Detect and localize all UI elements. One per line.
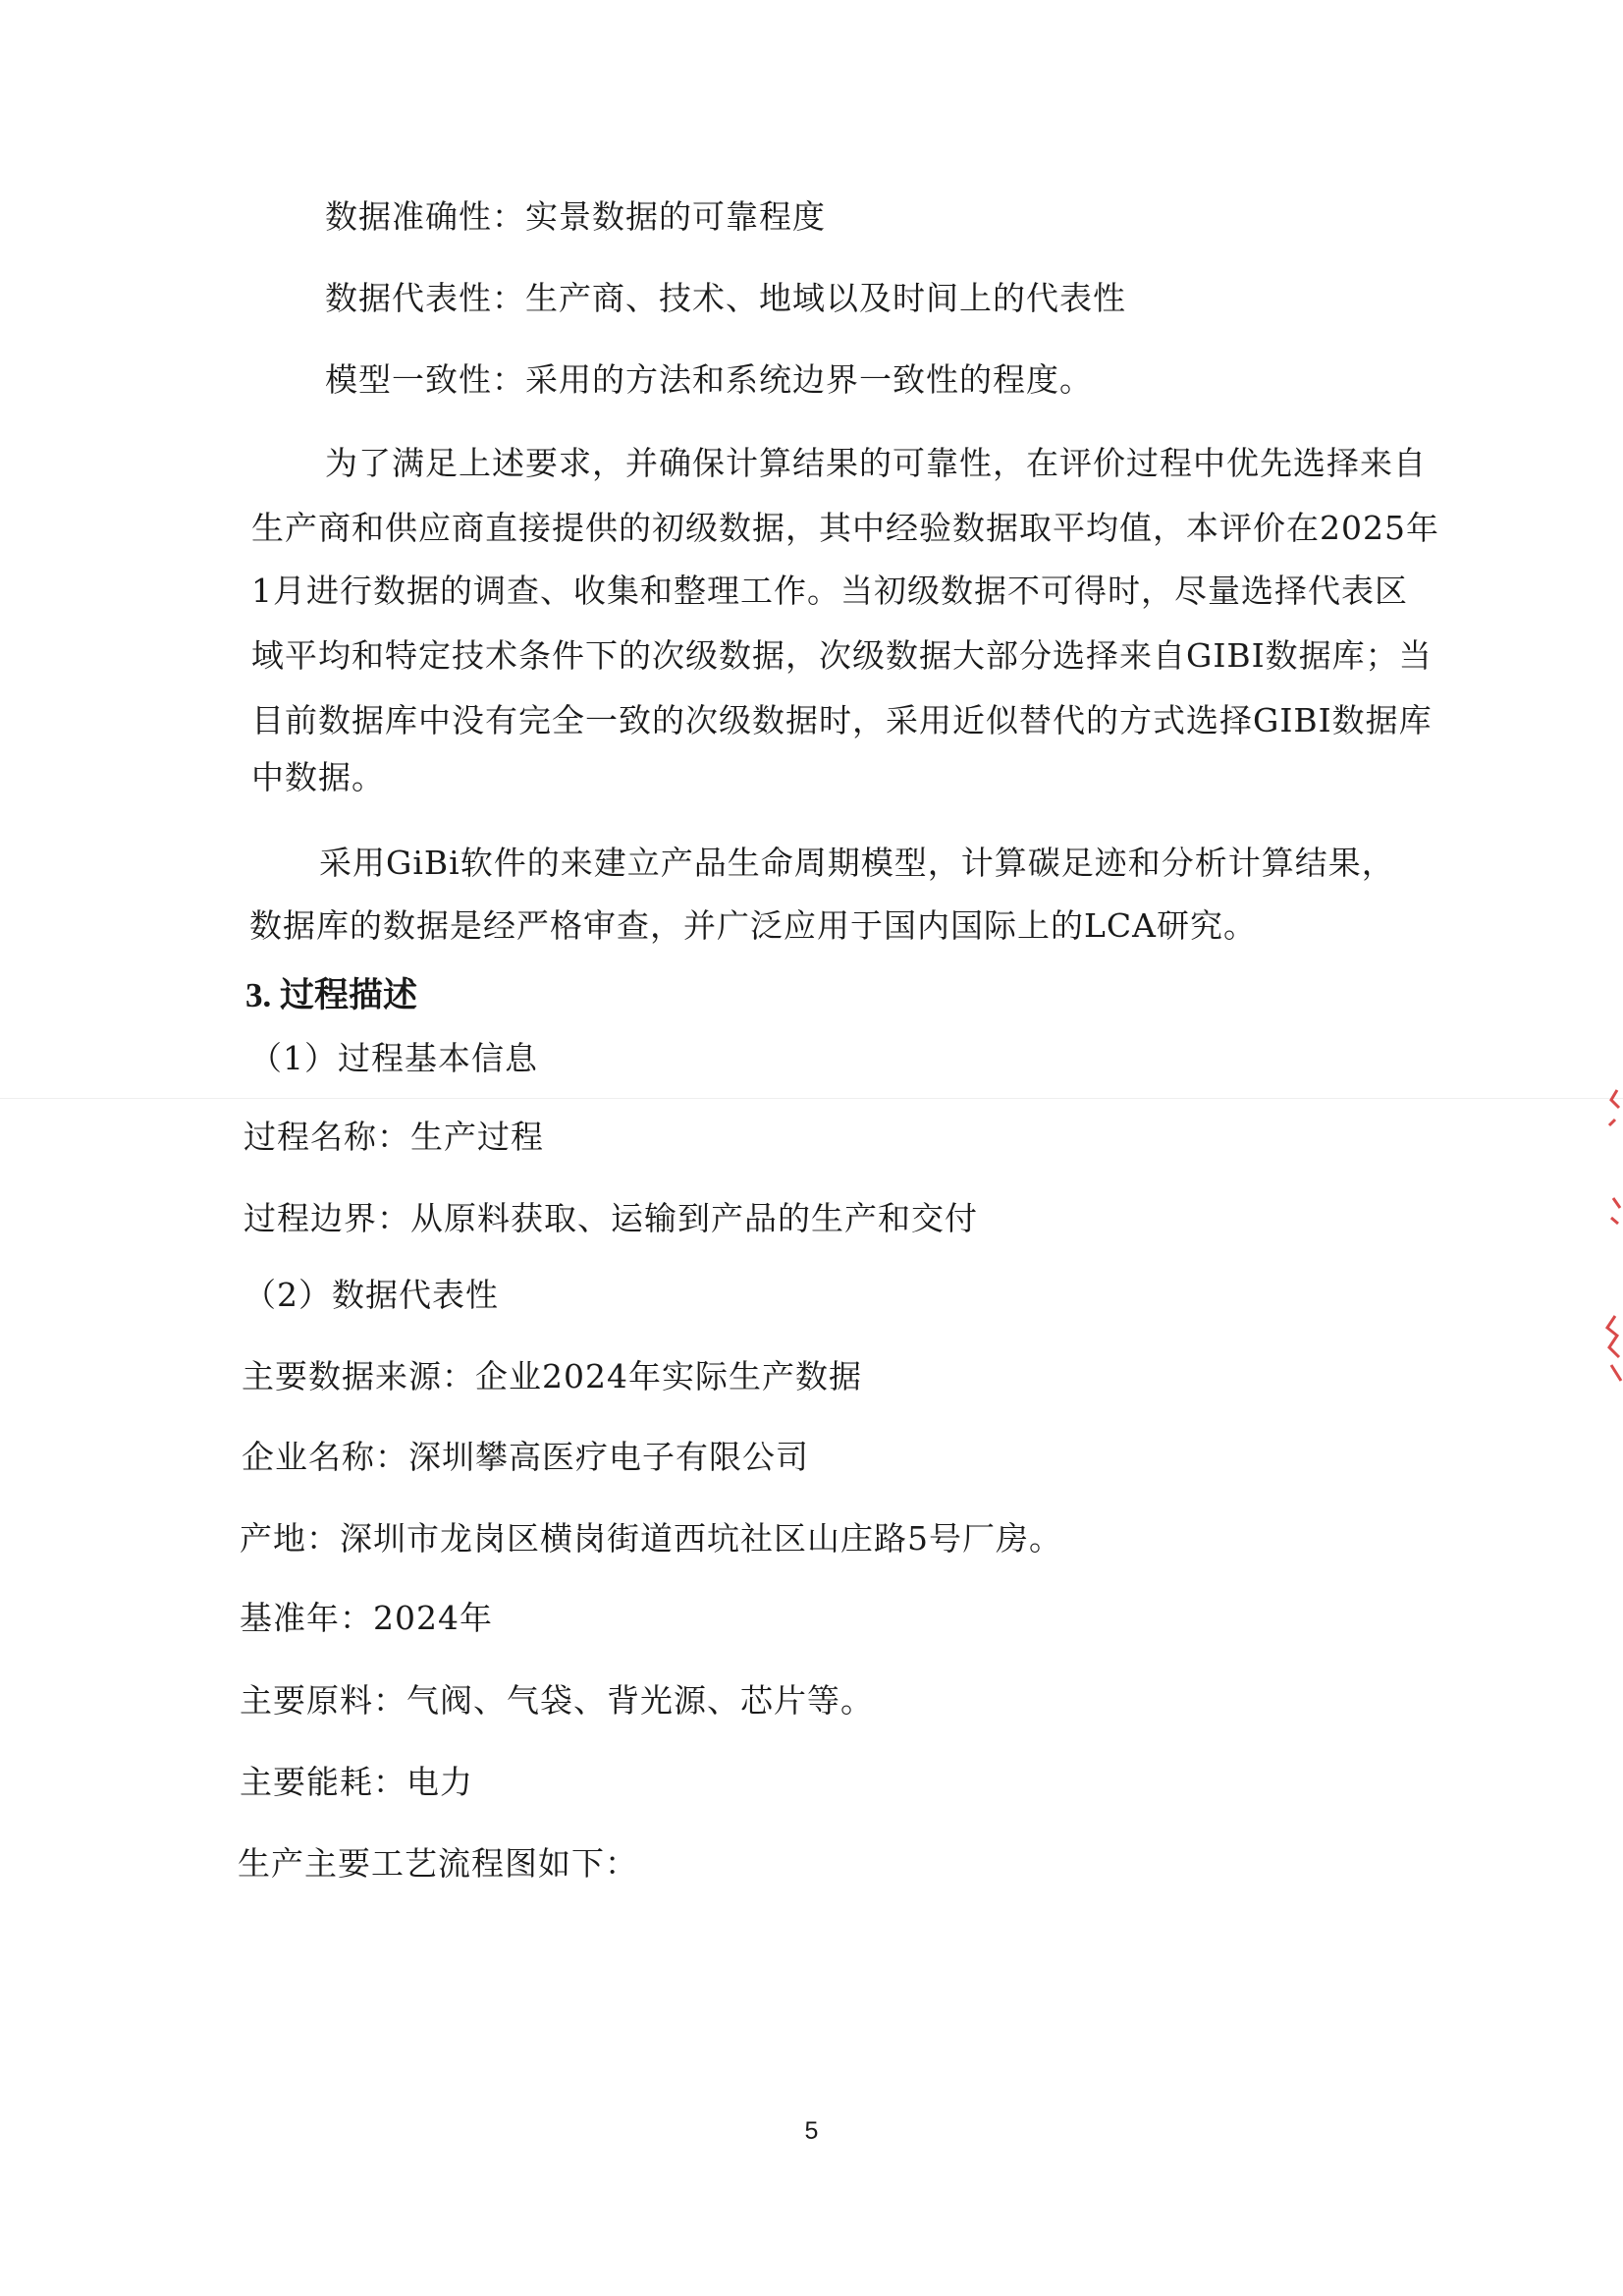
- paragraph-1-line-1: 为了满足上述要求，并确保计算结果的可靠性，在评价过程中优先选择来自: [325, 444, 1427, 482]
- paragraph-2-line-1: 采用GiBi软件的来建立产品生命周期模型，计算碳足迹和分析计算结果，: [319, 844, 1395, 882]
- paragraph-1-line-6: 中数据。: [251, 758, 385, 796]
- base-year-line: 基准年：2024年: [240, 1599, 493, 1637]
- data-representativeness-line: 数据代表性：生产商、技术、地域以及时间上的代表性: [325, 279, 1126, 317]
- paragraph-1-line-5: 目前数据库中没有完全一致的次级数据时，采用近似替代的方式选择GIBI数据库: [251, 701, 1433, 739]
- section-heading: 3. 过程描述: [245, 976, 418, 1014]
- paragraph-1-line-2: 生产商和供应商直接提供的初级数据，其中经验数据取平均值，本评价在2025年: [251, 509, 1439, 547]
- company-name-line: 企业名称：深圳攀高医疗电子有限公司: [242, 1438, 809, 1476]
- model-consistency-line: 模型一致性：采用的方法和系统边界一致性的程度。: [325, 360, 1093, 399]
- main-materials-line: 主要原料：气阀、气袋、背光源、芯片等。: [240, 1681, 874, 1720]
- process-boundary-line: 过程边界：从原料获取、运输到产品的生产和交付: [243, 1199, 978, 1237]
- stamp-fragment-icon: [1594, 1070, 1623, 1394]
- page-number: 5: [804, 2117, 819, 2145]
- subsection-basic-info: （1）过程基本信息: [249, 1039, 538, 1077]
- process-name-line: 过程名称：生产过程: [243, 1118, 544, 1156]
- paragraph-1-line-4: 域平均和特定技术条件下的次级数据，次级数据大部分选择来自GIBI数据库；当: [251, 636, 1433, 675]
- location-line: 产地：深圳市龙岗区横岗街道西坑社区山庄路5号厂房。: [240, 1519, 1062, 1558]
- subsection-data-representativeness: （2）数据代表性: [243, 1276, 499, 1314]
- scan-divider: [0, 1098, 1623, 1099]
- flow-chart-intro-line: 生产主要工艺流程图如下：: [238, 1844, 638, 1883]
- data-accuracy-line: 数据准确性：实景数据的可靠程度: [325, 197, 826, 236]
- paragraph-2-line-2: 数据库的数据是经严格审查，并广泛应用于国内国际上的LCA研究。: [249, 906, 1257, 945]
- data-source-line: 主要数据来源：企业2024年实际生产数据: [242, 1357, 862, 1395]
- main-energy-line: 主要能耗：电力: [240, 1763, 473, 1801]
- paragraph-1-line-3: 1月进行数据的调查、收集和整理工作。当初级数据不可得时，尽量选择代表区: [251, 572, 1408, 610]
